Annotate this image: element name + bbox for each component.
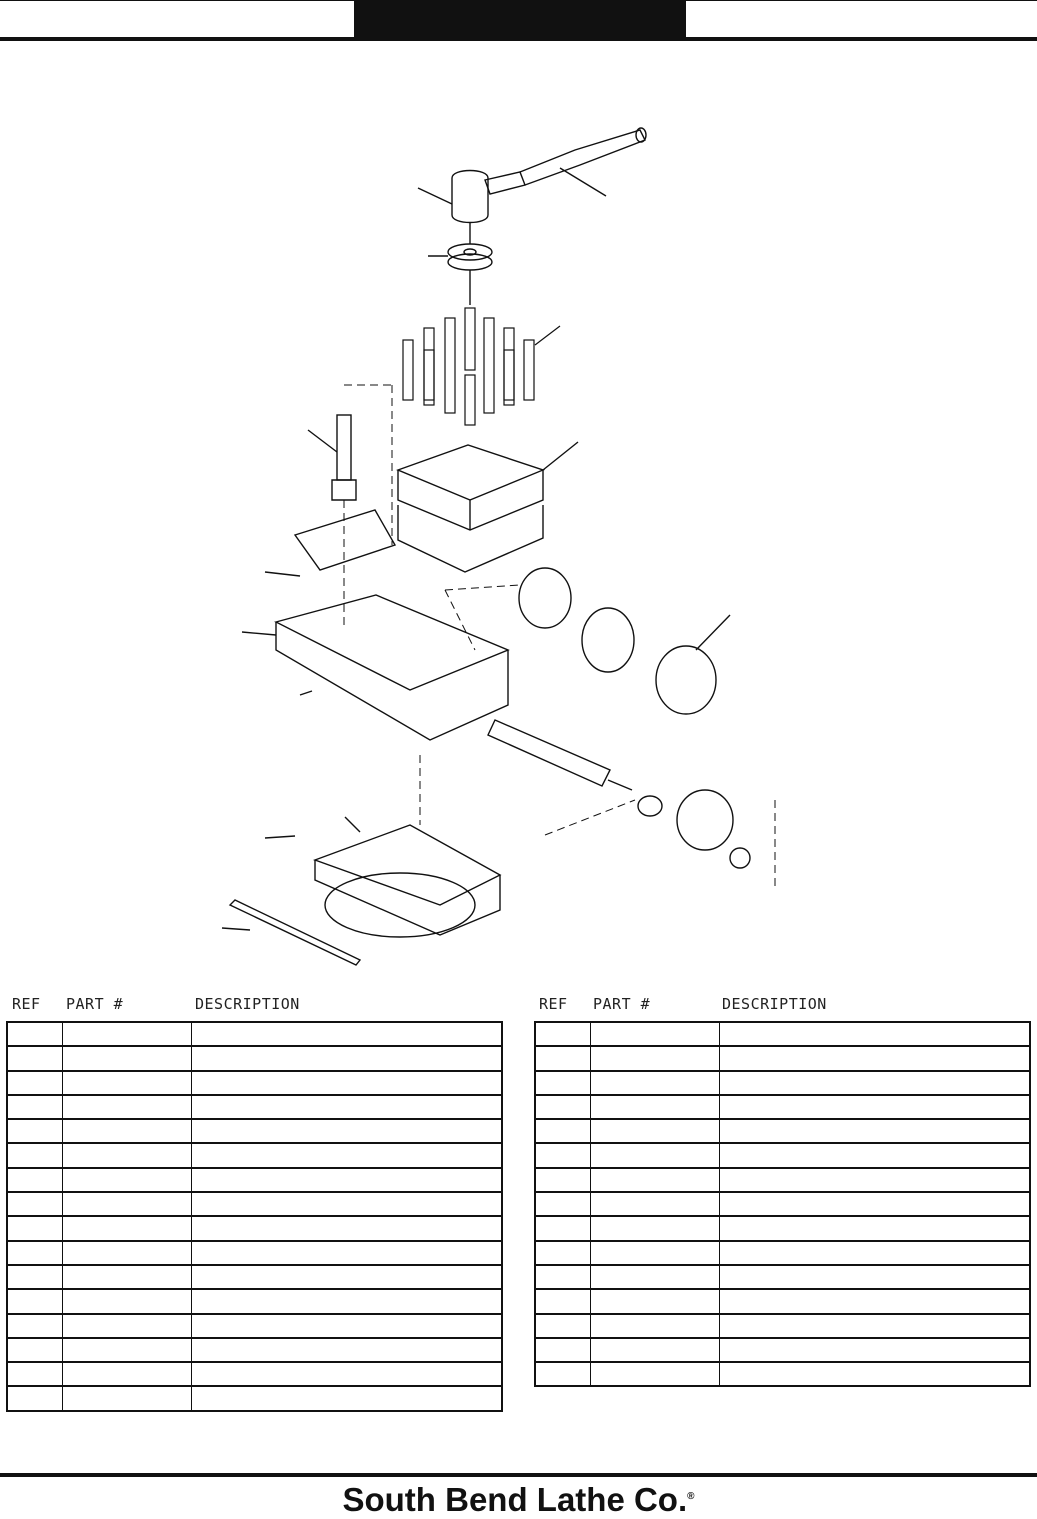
registered-mark: ® — [687, 1491, 695, 1502]
part-number-cell — [62, 1386, 191, 1410]
table-row — [7, 1071, 502, 1095]
description-cell — [720, 1071, 1030, 1095]
part-number-cell — [590, 1168, 719, 1192]
tool-post-handle — [485, 128, 646, 196]
ref-cell — [7, 1143, 62, 1167]
ref-cell — [535, 1143, 590, 1167]
part-number-cell — [62, 1168, 191, 1192]
table-row — [535, 1143, 1030, 1167]
header-ref: REF — [12, 995, 41, 1013]
ref-cell — [535, 1265, 590, 1289]
table-row — [7, 1143, 502, 1167]
description-cell — [720, 1168, 1030, 1192]
ref-cell — [7, 1265, 62, 1289]
ref-cell — [7, 1192, 62, 1216]
part-number-cell — [62, 1265, 191, 1289]
table-row — [7, 1095, 502, 1119]
ref-cell — [535, 1216, 590, 1240]
part-number-cell — [62, 1119, 191, 1143]
header-ref: REF — [539, 995, 568, 1013]
part-number-cell — [590, 1022, 719, 1046]
table-row — [535, 1338, 1030, 1362]
header-description: DESCRIPTION — [195, 995, 300, 1013]
description-cell — [720, 1216, 1030, 1240]
ref-cell — [7, 1216, 62, 1240]
description-cell — [720, 1119, 1030, 1143]
washer-top — [428, 244, 492, 270]
part-number-cell — [590, 1216, 719, 1240]
footer-rule — [0, 1473, 1037, 1477]
description-cell — [192, 1241, 502, 1265]
description-cell — [192, 1119, 502, 1143]
part-number-cell — [62, 1022, 191, 1046]
description-cell — [720, 1192, 1030, 1216]
header-part-number: PART # — [593, 995, 651, 1013]
ref-cell — [7, 1168, 62, 1192]
ref-cell — [535, 1338, 590, 1362]
description-cell — [192, 1362, 502, 1386]
brand-name: South Bend Lathe Co. — [342, 1481, 688, 1518]
table-row — [7, 1386, 502, 1410]
table-row — [7, 1046, 502, 1070]
description-cell — [192, 1095, 502, 1119]
part-number-cell — [590, 1071, 719, 1095]
table-row — [7, 1338, 502, 1362]
part-number-cell — [62, 1289, 191, 1313]
table-row — [7, 1216, 502, 1240]
part-number-cell — [62, 1362, 191, 1386]
header-black-tab — [354, 0, 686, 37]
ref-cell — [535, 1314, 590, 1338]
table-row — [7, 1265, 502, 1289]
description-cell — [192, 1216, 502, 1240]
ref-cell — [7, 1314, 62, 1338]
ref-cell — [7, 1362, 62, 1386]
ref-cell — [535, 1022, 590, 1046]
ref-cell — [7, 1095, 62, 1119]
table-row — [535, 1265, 1030, 1289]
feed-screw — [488, 720, 632, 790]
description-cell — [192, 1022, 502, 1046]
clamp-nut — [418, 171, 488, 223]
description-cell — [192, 1265, 502, 1289]
table-row — [7, 1119, 502, 1143]
ref-cell — [7, 1386, 62, 1410]
ref-cell — [7, 1241, 62, 1265]
part-number-cell — [590, 1241, 719, 1265]
top-slide — [242, 510, 508, 740]
header-rule — [0, 37, 1037, 41]
ref-cell — [535, 1095, 590, 1119]
ref-cell — [535, 1119, 590, 1143]
description-cell — [192, 1192, 502, 1216]
part-number-cell — [590, 1119, 719, 1143]
table-row — [535, 1289, 1030, 1313]
part-number-cell — [62, 1046, 191, 1070]
description-cell — [720, 1289, 1030, 1313]
description-cell — [192, 1386, 502, 1410]
description-cell — [720, 1314, 1030, 1338]
ref-cell — [7, 1119, 62, 1143]
ref-cell — [535, 1168, 590, 1192]
part-number-cell — [62, 1338, 191, 1362]
ref-cell — [7, 1289, 62, 1313]
description-cell — [720, 1265, 1030, 1289]
table-row — [7, 1314, 502, 1338]
left-table-header — [0, 995, 510, 1017]
header-description: DESCRIPTION — [722, 995, 827, 1013]
table-row — [535, 1022, 1030, 1046]
description-cell — [720, 1143, 1030, 1167]
description-cell — [720, 1338, 1030, 1362]
part-number-cell — [590, 1362, 719, 1386]
part-number-cell — [62, 1216, 191, 1240]
part-number-cell — [62, 1071, 191, 1095]
part-number-cell — [590, 1192, 719, 1216]
right-table-header — [527, 995, 1037, 1017]
description-cell — [192, 1143, 502, 1167]
table-row — [7, 1022, 502, 1046]
ref-cell — [7, 1046, 62, 1070]
part-number-cell — [62, 1241, 191, 1265]
description-cell — [192, 1289, 502, 1313]
ref-cell — [535, 1071, 590, 1095]
part-number-cell — [62, 1314, 191, 1338]
part-number-cell — [62, 1095, 191, 1119]
parts-table-left — [6, 1021, 503, 1412]
bearing-collar — [519, 568, 750, 868]
part-number-cell — [590, 1095, 719, 1119]
description-cell — [192, 1314, 502, 1338]
description-cell — [720, 1362, 1030, 1386]
ref-cell — [7, 1071, 62, 1095]
parts-table-right — [534, 1021, 1031, 1387]
ref-cell — [535, 1241, 590, 1265]
ref-cell — [535, 1192, 590, 1216]
table-row — [535, 1046, 1030, 1070]
table-row — [7, 1168, 502, 1192]
description-cell — [720, 1046, 1030, 1070]
tool-clamp-screws — [403, 308, 560, 425]
description-cell — [720, 1022, 1030, 1046]
tool-post-block — [398, 442, 578, 572]
description-cell — [192, 1338, 502, 1362]
table-row — [535, 1095, 1030, 1119]
header-part-number: PART # — [66, 995, 124, 1013]
footer-brand — [0, 1481, 1037, 1519]
exploded-parts-diagram — [0, 60, 1037, 980]
part-number-cell — [590, 1289, 719, 1313]
table-row — [535, 1168, 1030, 1192]
table-row — [535, 1119, 1030, 1143]
ref-cell — [7, 1022, 62, 1046]
part-number-cell — [62, 1192, 191, 1216]
assembly-lines — [344, 385, 775, 890]
ref-cell — [535, 1289, 590, 1313]
description-cell — [720, 1241, 1030, 1265]
table-row — [7, 1241, 502, 1265]
description-cell — [192, 1046, 502, 1070]
description-cell — [192, 1168, 502, 1192]
tool-post-stud — [308, 415, 356, 500]
description-cell — [192, 1071, 502, 1095]
compound-base — [222, 817, 500, 965]
ref-cell — [535, 1046, 590, 1070]
description-cell — [720, 1095, 1030, 1119]
table-row — [7, 1289, 502, 1313]
table-row — [535, 1241, 1030, 1265]
table-row — [535, 1314, 1030, 1338]
part-number-cell — [590, 1338, 719, 1362]
table-row — [535, 1071, 1030, 1095]
ref-cell — [7, 1338, 62, 1362]
table-row — [535, 1192, 1030, 1216]
part-number-cell — [590, 1265, 719, 1289]
part-number-cell — [590, 1143, 719, 1167]
table-row — [535, 1216, 1030, 1240]
table-row — [535, 1362, 1030, 1386]
part-number-cell — [590, 1314, 719, 1338]
ref-cell — [535, 1362, 590, 1386]
table-row — [7, 1192, 502, 1216]
part-number-cell — [590, 1046, 719, 1070]
table-row — [7, 1362, 502, 1386]
part-number-cell — [62, 1143, 191, 1167]
